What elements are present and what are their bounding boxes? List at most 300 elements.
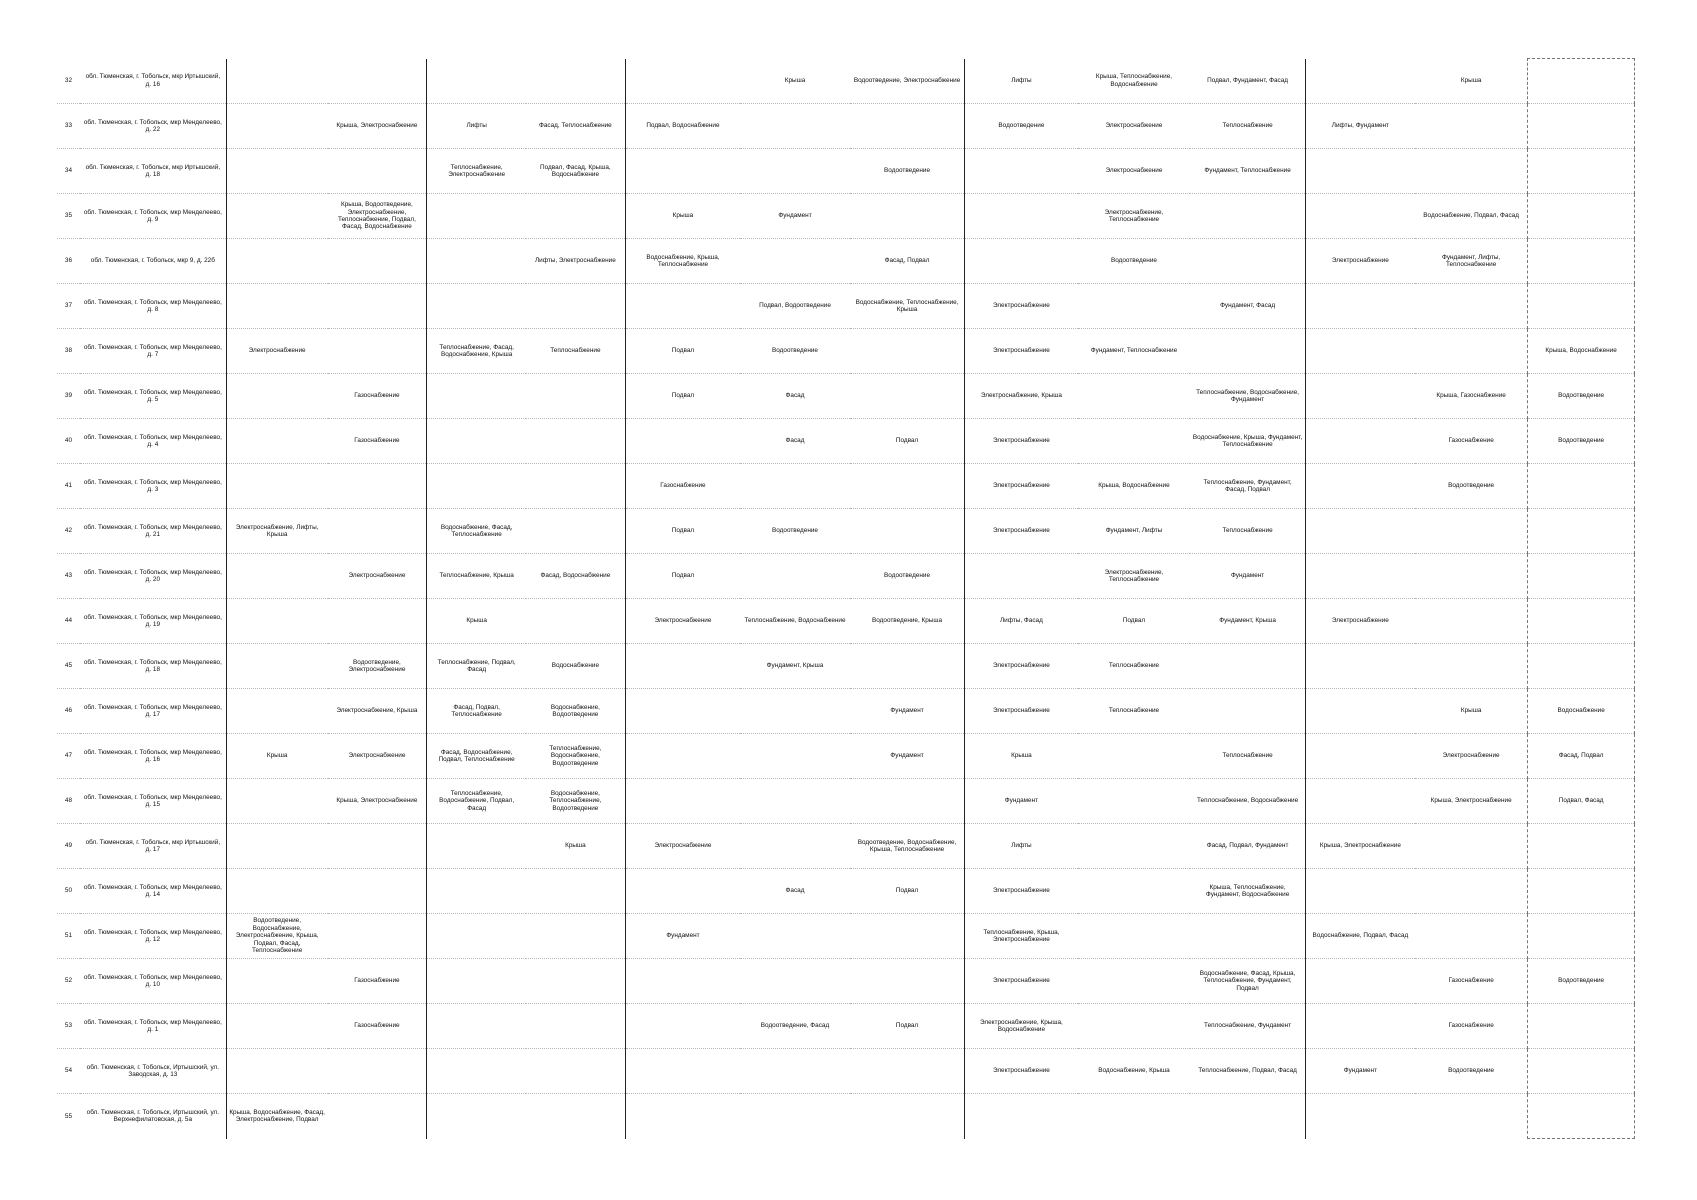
work-cell-year-4 <box>526 374 625 419</box>
work-cell-year-3: Теплоснабжение, Подвал, Фасад <box>427 644 526 689</box>
work-cell-year-9: Теплоснабжение <box>1078 689 1191 734</box>
work-cell-year-4 <box>526 509 625 554</box>
work-cell-year-5: Подвал <box>625 374 740 419</box>
work-cell-year-3 <box>427 239 526 284</box>
work-cell-year-1 <box>226 284 327 329</box>
table-row <box>57 599 1635 644</box>
work-cell-year-4: Фасад, Теплоснабжение <box>526 104 625 149</box>
work-cell-year-2 <box>328 1094 427 1139</box>
work-cell-year-1 <box>226 779 327 824</box>
work-cell-year-5: Подвал <box>625 509 740 554</box>
work-cell-year-7: Фундамент <box>850 734 965 779</box>
work-cell-year-6 <box>740 239 850 284</box>
work-cell-year-8: Крыша <box>965 734 1078 779</box>
work-cell-year-8: Электроснабжение <box>965 419 1078 464</box>
work-cell-year-4: Водоснабжение, Водоотведение <box>526 689 625 734</box>
table-row <box>57 734 1635 779</box>
work-cell-year-4 <box>526 59 625 104</box>
address-cell: обл. Тюменская, г. Тобольск, мкр Менделеево, д. 18 <box>80 644 226 689</box>
work-cell-year-11 <box>1305 734 1415 779</box>
work-cell-year-1: Крыша, Водоснабжение, Фасад, Электроснабжение, Подвал <box>226 1094 327 1139</box>
work-cell-year-3 <box>427 374 526 419</box>
work-cell-year-8 <box>965 1094 1078 1139</box>
work-cell-year-10: Теплоснабжение <box>1190 509 1305 554</box>
work-cell-year-12: Электроснабжение <box>1415 734 1528 779</box>
work-cell-year-6: Фасад <box>740 869 850 914</box>
work-cell-year-2 <box>328 1049 427 1094</box>
work-cell-year-1 <box>226 194 327 239</box>
work-cell-year-12 <box>1415 869 1528 914</box>
work-cell-year-12 <box>1415 644 1528 689</box>
work-cell-year-7: Водоотведение <box>850 149 965 194</box>
work-cell-year-8: Электроснабжение <box>965 509 1078 554</box>
work-cell-year-7: Подвал <box>850 1004 965 1049</box>
work-cell-year-4 <box>526 1049 625 1094</box>
work-cell-year-3 <box>427 959 526 1004</box>
work-cell-year-1 <box>226 689 327 734</box>
work-cell-year-3: Теплоснабжение, Водоснабжение, Подвал, Фасад <box>427 779 526 824</box>
work-cell-year-1 <box>226 554 327 599</box>
work-cell-year-12 <box>1415 554 1528 599</box>
work-cell-year-13: Водоснабжение <box>1528 689 1635 734</box>
work-cell-year-7: Водоотведение, Крыша <box>850 599 965 644</box>
work-cell-year-8: Электроснабжение <box>965 869 1078 914</box>
address-cell: обл. Тюменская, г. Тобольск, мкр Менделеево, д. 10 <box>80 959 226 1004</box>
row-number: 53 <box>57 1004 80 1049</box>
work-cell-year-3 <box>427 1004 526 1049</box>
work-cell-year-6: Подвал, Водоотведение <box>740 284 850 329</box>
work-cell-year-5: Водоснабжение, Крыша, Теплоснабжение <box>625 239 740 284</box>
work-cell-year-13: Крыша, Водоснабжение <box>1528 329 1635 374</box>
work-cell-year-1 <box>226 464 327 509</box>
work-cell-year-11 <box>1305 779 1415 824</box>
work-cell-year-12: Газоснабжение <box>1415 419 1528 464</box>
work-cell-year-4: Крыша <box>526 824 625 869</box>
address-cell: обл. Тюменская, г. Тобольск, мкр Менделеево, д. 16 <box>80 734 226 779</box>
work-cell-year-6 <box>740 959 850 1004</box>
work-cell-year-9 <box>1078 374 1191 419</box>
work-cell-year-9 <box>1078 284 1191 329</box>
work-cell-year-9: Электроснабжение, Теплоснабжение <box>1078 554 1191 599</box>
work-cell-year-12 <box>1415 824 1528 869</box>
work-cell-year-6 <box>740 734 850 779</box>
address-cell: обл. Тюменская, г. Тобольск, мкр Менделеево, д. 21 <box>80 509 226 554</box>
work-cell-year-8 <box>965 149 1078 194</box>
work-cell-year-7: Водоотведение, Водоснабжение, Крыша, Теплоснабжение <box>850 824 965 869</box>
work-cell-year-6 <box>740 1094 850 1139</box>
address-cell: обл. Тюменская, г. Тобольск, мкр Менделеево, д. 17 <box>80 689 226 734</box>
work-cell-year-10: Фундамент <box>1190 554 1305 599</box>
address-cell: обл. Тюменская, г. Тобольск, мкр Иртышский, д. 16 <box>80 59 226 104</box>
work-cell-year-7 <box>850 1049 965 1094</box>
work-cell-year-4: Водоснабжение <box>526 644 625 689</box>
work-cell-year-12: Крыша <box>1415 59 1528 104</box>
work-cell-year-2 <box>328 599 427 644</box>
row-number: 47 <box>57 734 80 779</box>
work-cell-year-5: Крыша <box>625 194 740 239</box>
table-row <box>57 104 1635 149</box>
work-cell-year-10: Теплоснабжение <box>1190 104 1305 149</box>
repair-schedule-table <box>57 58 1635 1139</box>
row-number: 41 <box>57 464 80 509</box>
work-cell-year-13 <box>1528 914 1635 959</box>
work-cell-year-4: Теплоснабжение <box>526 329 625 374</box>
work-cell-year-8: Фундамент <box>965 779 1078 824</box>
work-cell-year-2 <box>328 149 427 194</box>
work-cell-year-2: Газоснабжение <box>328 1004 427 1049</box>
work-cell-year-1 <box>226 644 327 689</box>
work-cell-year-3 <box>427 824 526 869</box>
work-cell-year-7: Водоотведение <box>850 554 965 599</box>
work-cell-year-6: Крыша <box>740 59 850 104</box>
work-cell-year-13 <box>1528 284 1635 329</box>
work-cell-year-3 <box>427 194 526 239</box>
work-cell-year-11: Электроснабжение <box>1305 239 1415 284</box>
work-cell-year-13 <box>1528 1004 1635 1049</box>
work-cell-year-6: Фундамент <box>740 194 850 239</box>
work-cell-year-5 <box>625 1049 740 1094</box>
work-cell-year-10: Теплоснабжение, Фундамент, Фасад, Подвал <box>1190 464 1305 509</box>
work-cell-year-2 <box>328 509 427 554</box>
work-cell-year-6 <box>740 1049 850 1094</box>
work-cell-year-11 <box>1305 869 1415 914</box>
work-cell-year-13 <box>1528 824 1635 869</box>
work-cell-year-7 <box>850 329 965 374</box>
work-cell-year-3 <box>427 464 526 509</box>
table-row <box>57 1004 1635 1049</box>
work-cell-year-4 <box>526 599 625 644</box>
work-cell-year-5 <box>625 869 740 914</box>
work-cell-year-9 <box>1078 959 1191 1004</box>
work-cell-year-1: Электроснабжение, Лифты, Крыша <box>226 509 327 554</box>
work-cell-year-4 <box>526 914 625 959</box>
work-cell-year-9: Водоотведение <box>1078 239 1191 284</box>
work-cell-year-12: Водоотведение <box>1415 1049 1528 1094</box>
work-cell-year-2: Электроснабжение <box>328 554 427 599</box>
table-body <box>57 59 1635 1139</box>
work-cell-year-9: Электроснабжение <box>1078 104 1191 149</box>
row-number: 36 <box>57 239 80 284</box>
work-cell-year-1 <box>226 149 327 194</box>
row-number: 55 <box>64 1112 73 1120</box>
work-cell-year-6: Водоотведение, Фасад <box>740 1004 850 1049</box>
work-cell-year-7 <box>850 464 965 509</box>
work-cell-year-10: Фасад, Подвал, Фундамент <box>1190 824 1305 869</box>
work-cell-year-9 <box>1078 734 1191 779</box>
table-row <box>57 779 1635 824</box>
work-cell-year-12: Водоотведение <box>1415 464 1528 509</box>
work-cell-year-2: Крыша, Электроснабжение <box>328 104 427 149</box>
work-cell-year-11 <box>1305 554 1415 599</box>
work-cell-year-2 <box>328 284 427 329</box>
work-cell-year-10: Теплоснабжение <box>1190 734 1305 779</box>
work-cell-year-7: Фундамент <box>850 689 965 734</box>
address-cell: обл. Тюменская, г. Тобольск, мкр Менделеево, д. 19 <box>80 599 226 644</box>
work-cell-year-12: Газоснабжение <box>1415 959 1528 1004</box>
work-cell-year-8: Электроснабжение <box>965 464 1078 509</box>
work-cell-year-12: Крыша, Электроснабжение <box>1415 779 1528 824</box>
work-cell-year-1 <box>226 419 327 464</box>
row-number: 48 <box>57 779 80 824</box>
address-cell: обл. Тюменская, г. Тобольск, мкр Менделеево, д. 5 <box>80 374 226 419</box>
work-cell-year-7: Водоснабжение, Теплоснабжение, Крыша <box>850 284 965 329</box>
work-cell-year-12 <box>1415 284 1528 329</box>
work-cell-year-4 <box>526 419 625 464</box>
table-row <box>57 1049 1635 1094</box>
work-cell-year-11 <box>1305 149 1415 194</box>
work-cell-year-2 <box>328 329 427 374</box>
row-number: 42 <box>57 509 80 554</box>
work-cell-year-13: Водоотведение <box>1528 374 1635 419</box>
work-cell-year-1 <box>226 1004 327 1049</box>
work-cell-year-5 <box>625 779 740 824</box>
work-cell-year-10 <box>1190 194 1305 239</box>
address-cell: обл. Тюменская, г. Тобольск, мкр Менделеево, д. 1 <box>80 1004 226 1049</box>
table-row <box>57 1094 1635 1139</box>
row-number: 34 <box>57 149 80 194</box>
work-cell-year-1: Водоотведение, Водоснабжение, Электроснабжение, Крыша, Подвал, Фасад, Теплоснабжение <box>226 914 327 959</box>
work-cell-year-5: Подвал <box>625 554 740 599</box>
work-cell-year-2: Газоснабжение <box>328 419 427 464</box>
work-cell-year-13 <box>1528 644 1635 689</box>
work-cell-year-13 <box>1528 1094 1635 1139</box>
work-cell-year-3: Теплоснабжение, Фасад, Водоснабжение, Крыша <box>427 329 526 374</box>
work-cell-year-5 <box>625 419 740 464</box>
work-cell-year-6: Фундамент, Крыша <box>740 644 850 689</box>
address-cell: обл. Тюменская, г. Тобольск, мкр 9, д. 22б <box>80 239 226 284</box>
work-cell-year-5 <box>625 644 740 689</box>
work-cell-year-11 <box>1305 644 1415 689</box>
work-cell-year-9: Фундамент, Лифты <box>1078 509 1191 554</box>
table-row <box>57 239 1635 284</box>
work-cell-year-10: Теплоснабжение, Водоснабжение, Фундамент <box>1190 374 1305 419</box>
address-cell: обл. Тюменская, г. Тобольск, мкр Менделеево, д. 15 <box>80 779 226 824</box>
work-cell-year-4 <box>526 1004 625 1049</box>
work-cell-year-5 <box>625 149 740 194</box>
work-cell-year-10: Теплоснабжение, Подвал, Фасад <box>1190 1049 1305 1094</box>
row-number: 44 <box>57 599 80 644</box>
work-cell-year-9 <box>1078 419 1191 464</box>
row-number: 40 <box>57 419 80 464</box>
work-cell-year-7 <box>850 509 965 554</box>
work-cell-year-7: Водоотведение, Электроснабжение <box>850 59 965 104</box>
work-cell-year-6 <box>740 779 850 824</box>
work-cell-year-2 <box>328 59 427 104</box>
work-cell-year-6: Водоотведение <box>740 509 850 554</box>
address-cell: обл. Тюменская, г. Тобольск, мкр Иртышский, д. 18 <box>80 149 226 194</box>
work-cell-year-5 <box>625 284 740 329</box>
address-cell: обл. Тюменская, г. Тобольск, мкр Менделеево, д. 14 <box>80 869 226 914</box>
table-row <box>57 419 1635 464</box>
work-cell-year-11 <box>1305 284 1415 329</box>
work-cell-year-2: Газоснабжение <box>328 959 427 1004</box>
work-cell-year-11 <box>1305 689 1415 734</box>
work-cell-year-9 <box>1078 869 1191 914</box>
work-cell-year-8: Электроснабжение <box>965 284 1078 329</box>
work-cell-year-1 <box>226 959 327 1004</box>
work-cell-year-6 <box>740 689 850 734</box>
work-cell-year-13 <box>1528 509 1635 554</box>
work-cell-year-10 <box>1190 239 1305 284</box>
work-cell-year-6: Фасад <box>740 419 850 464</box>
work-cell-year-9 <box>1078 914 1191 959</box>
work-cell-year-7 <box>850 779 965 824</box>
work-cell-year-11 <box>1305 374 1415 419</box>
work-cell-year-10: Водоснабжение, Фасад, Крыша, Теплоснабжение, Фундамент, Подвал <box>1190 959 1305 1004</box>
work-cell-year-7 <box>850 194 965 239</box>
work-cell-year-1 <box>226 239 327 284</box>
address-cell: обл. Тюменская, г. Тобольск, мкр Менделеево, д. 9 <box>80 194 226 239</box>
table-row <box>57 689 1635 734</box>
work-cell-year-13 <box>1528 464 1635 509</box>
work-cell-year-13: Водоотведение <box>1528 959 1635 1004</box>
work-cell-year-11 <box>1305 419 1415 464</box>
address-cell: обл. Тюменская, г. Тобольск, мкр Менделеево, д. 8 <box>80 284 226 329</box>
work-cell-year-5: Газоснабжение <box>625 464 740 509</box>
row-number: 33 <box>57 104 80 149</box>
work-cell-year-7: Подвал <box>850 419 965 464</box>
work-cell-year-2 <box>328 914 427 959</box>
table-row <box>57 869 1635 914</box>
work-cell-year-9: Крыша, Теплоснабжение, Водоснабжение <box>1078 59 1191 104</box>
work-cell-year-9: Крыша, Водоснабжение <box>1078 464 1191 509</box>
work-cell-year-5 <box>625 689 740 734</box>
work-cell-year-13 <box>1528 239 1635 284</box>
work-cell-year-11 <box>1305 959 1415 1004</box>
work-cell-year-12 <box>1415 914 1528 959</box>
work-cell-year-6 <box>740 824 850 869</box>
work-cell-year-10: Фундамент, Теплоснабжение <box>1190 149 1305 194</box>
work-cell-year-3: Фасад, Подвал, Теплоснабжение <box>427 689 526 734</box>
address-cell: обл. Тюменская, г. Тобольск, мкр Менделеево, д. 20 <box>80 554 226 599</box>
work-cell-year-10: Подвал, Фундамент, Фасад <box>1190 59 1305 104</box>
work-cell-year-11 <box>1305 1094 1415 1139</box>
work-cell-year-8: Лифты, Фасад <box>965 599 1078 644</box>
work-cell-year-10: Теплоснабжение, Фундамент <box>1190 1004 1305 1049</box>
work-cell-year-12 <box>1415 104 1528 149</box>
work-cell-year-8: Водоотведение <box>965 104 1078 149</box>
work-cell-year-9 <box>1078 1004 1191 1049</box>
work-cell-year-11: Лифты, Фундамент <box>1305 104 1415 149</box>
work-cell-year-12: Крыша, Газоснабжение <box>1415 374 1528 419</box>
work-cell-year-3: Крыша <box>427 599 526 644</box>
row-number: 50 <box>57 869 80 914</box>
work-cell-year-7 <box>850 959 965 1004</box>
work-cell-year-5: Фундамент <box>625 914 740 959</box>
table-row <box>57 284 1635 329</box>
work-cell-year-9: Водоснабжение, Крыша <box>1078 1049 1191 1094</box>
work-cell-year-8: Лифты <box>965 59 1078 104</box>
work-cell-year-8: Лифты <box>965 824 1078 869</box>
work-cell-year-5 <box>625 1094 740 1139</box>
work-cell-year-3 <box>427 1049 526 1094</box>
table-row <box>57 149 1635 194</box>
row-number: 51 <box>57 914 80 959</box>
work-cell-year-13 <box>1528 554 1635 599</box>
row-number: 39 <box>57 374 80 419</box>
work-cell-year-12: Фундамент, Лифты, Теплоснабжение <box>1415 239 1528 284</box>
row-number: 52 <box>57 959 80 1004</box>
work-cell-year-3: Теплоснабжение, Крыша <box>427 554 526 599</box>
work-cell-year-11: Водоснабжение, Подвал, Фасад <box>1305 914 1415 959</box>
work-cell-year-8 <box>965 239 1078 284</box>
work-cell-year-10 <box>1190 329 1305 374</box>
work-cell-year-2 <box>328 239 427 284</box>
work-cell-year-4 <box>526 869 625 914</box>
work-cell-year-12: Крыша <box>1415 689 1528 734</box>
work-cell-year-4: Фасад, Водоснабжение <box>526 554 625 599</box>
work-cell-year-1 <box>226 374 327 419</box>
work-cell-year-8: Электроснабжение <box>965 644 1078 689</box>
work-cell-year-6 <box>740 554 850 599</box>
work-cell-year-13 <box>1528 59 1635 104</box>
work-cell-year-6: Водоотведение <box>740 329 850 374</box>
work-cell-year-9: Подвал <box>1078 599 1191 644</box>
work-cell-year-2 <box>328 464 427 509</box>
work-cell-year-6 <box>740 149 850 194</box>
row-number: 32 <box>57 59 80 104</box>
table-row <box>57 554 1635 599</box>
table-row <box>57 374 1635 419</box>
work-cell-year-3 <box>427 284 526 329</box>
work-cell-year-11 <box>1305 464 1415 509</box>
work-cell-year-5 <box>625 59 740 104</box>
address-cell: обл. Тюменская, г. Тобольск, мкр Менделеево, д. 12 <box>80 914 226 959</box>
work-cell-year-5: Подвал, Водоснабжение <box>625 104 740 149</box>
work-cell-year-5 <box>625 959 740 1004</box>
work-cell-year-1 <box>226 59 327 104</box>
work-cell-year-3: Теплоснабжение, Электроснабжение <box>427 149 526 194</box>
work-cell-year-12: Водоснабжение, Подвал, Фасад <box>1415 194 1528 239</box>
work-cell-year-4 <box>526 284 625 329</box>
work-cell-year-8: Электроснабжение, Крыша, Водоснабжение <box>965 1004 1078 1049</box>
work-cell-year-1 <box>226 1049 327 1094</box>
table-row <box>57 194 1635 239</box>
work-cell-year-7 <box>850 104 965 149</box>
work-cell-year-7 <box>850 374 965 419</box>
row-number: 49 <box>57 824 80 869</box>
row-number: 46 <box>57 689 80 734</box>
work-cell-year-13 <box>1528 194 1635 239</box>
work-cell-year-1 <box>226 104 327 149</box>
work-cell-year-7 <box>850 914 965 959</box>
work-cell-year-1 <box>226 824 327 869</box>
work-cell-year-2: Электроснабжение, Крыша <box>328 689 427 734</box>
work-cell-year-10: Фундамент, Фасад <box>1190 284 1305 329</box>
work-cell-year-2: Крыша, Водоотведение, Электроснабжение, Теплоснабжение, Подвал, Фасад, Водоснабжение <box>328 194 427 239</box>
address-cell: обл. Тюменская, г. Тобольск, мкр Менделеево, д. 4 <box>80 419 226 464</box>
row-number: 35 <box>57 194 80 239</box>
table-row <box>57 464 1635 509</box>
address-cell: обл. Тюменская, г. Тобольск, мкр Менделеево, д. 22 <box>80 104 226 149</box>
work-cell-year-7 <box>850 644 965 689</box>
work-cell-year-8: Электроснабжение <box>965 959 1078 1004</box>
work-cell-year-8: Электроснабжение <box>965 1049 1078 1094</box>
work-cell-year-4 <box>526 959 625 1004</box>
work-cell-year-10: Теплоснабжение, Водоснабжение <box>1190 779 1305 824</box>
work-cell-year-8: Электроснабжение <box>965 689 1078 734</box>
work-cell-year-12 <box>1415 509 1528 554</box>
work-cell-year-6 <box>740 104 850 149</box>
work-cell-year-4 <box>526 1094 625 1139</box>
work-cell-year-6 <box>740 464 850 509</box>
work-cell-year-8 <box>965 554 1078 599</box>
work-cell-year-2: Газоснабжение <box>328 374 427 419</box>
work-cell-year-3 <box>427 869 526 914</box>
work-cell-year-13: Водоотведение <box>1528 419 1635 464</box>
work-cell-year-10 <box>1190 689 1305 734</box>
work-cell-year-5: Электроснабжение <box>625 599 740 644</box>
